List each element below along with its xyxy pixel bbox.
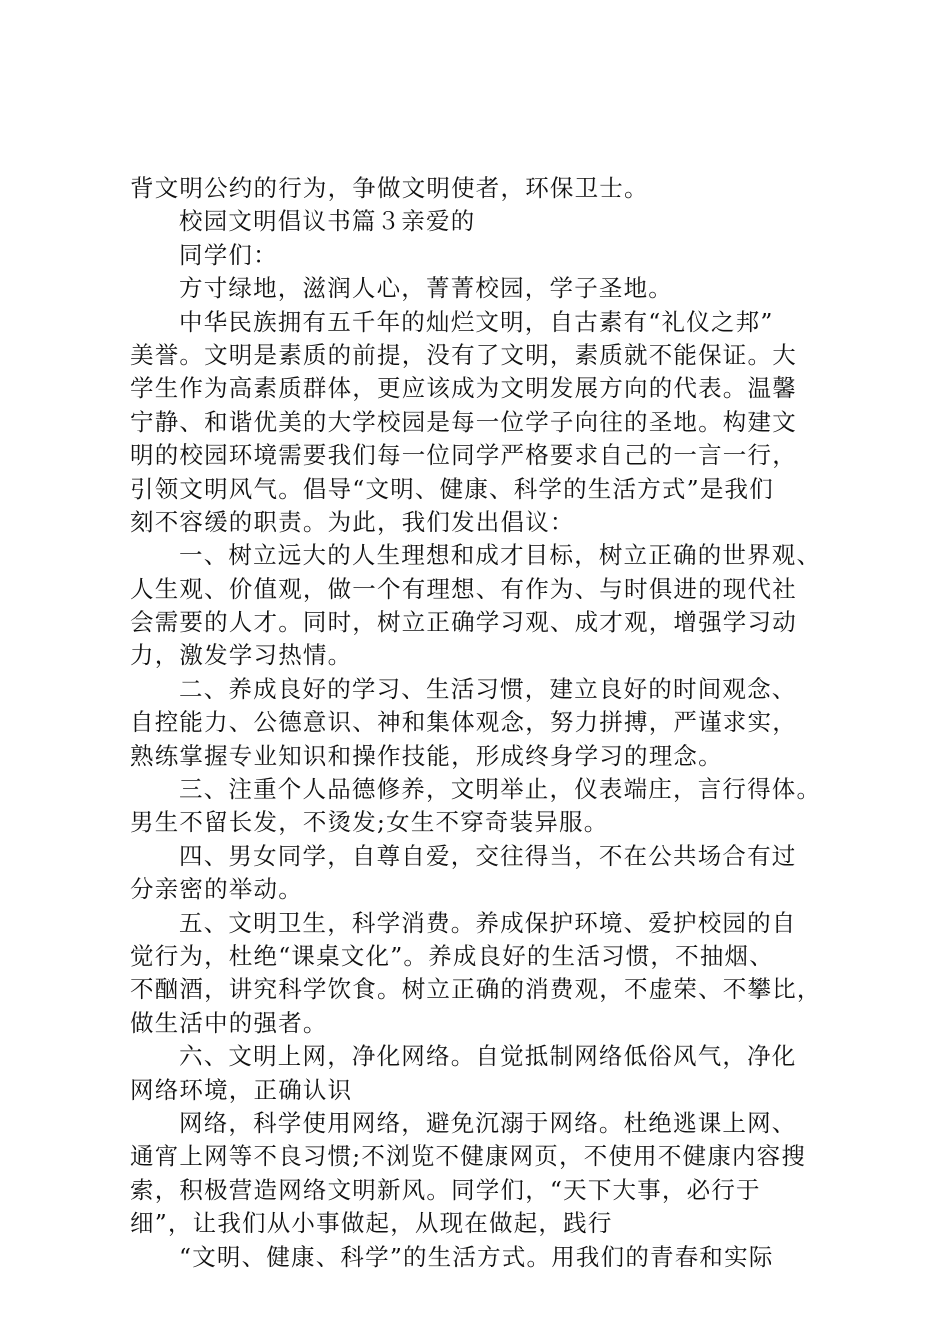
text-line: 刻不容缓的职责。为此，我们发出倡议： bbox=[130, 507, 575, 536]
text-line: 背文明公约的行为，争做文明使者，环保卫士。 bbox=[130, 174, 649, 202]
text-line: 二、养成良好的学习、生活习惯，建立良好的时间观念、 bbox=[179, 674, 797, 703]
text-line: 网络环境，正确认识 bbox=[130, 1075, 353, 1104]
text-line: 中华民族拥有五千年的灿烂文明，自古素有“礼仪之邦” bbox=[179, 307, 774, 336]
text-line: 通宵上网等不良习惯;不浏览不健康网页，不使用不健康内容搜 bbox=[130, 1142, 807, 1171]
text-line: 分亲密的举动。 bbox=[130, 875, 303, 904]
text-line: 一、树立远大的人生理想和成才目标，树立正确的世界观、 bbox=[179, 541, 822, 570]
text-line: 引领文明风气。倡导“文明、健康、科学的生活方式”是我们 bbox=[130, 474, 774, 503]
text-line: 觉行为，杜绝“课桌文化”。养成良好的生活习惯，不抽烟、 bbox=[130, 941, 774, 970]
text-line: 学生作为高素质群体，更应该成为文明发展方向的代表。温馨 bbox=[130, 374, 797, 403]
text-line: 自控能力、公德意识、神和集体观念，努力拼搏，严谨求实， bbox=[130, 708, 797, 737]
text-line: 索，积极营造网络文明新风。同学们，“天下大事，必行于 bbox=[130, 1175, 761, 1204]
text-line: 熟练掌握专业知识和操作技能，形成终身学习的理念。 bbox=[130, 741, 723, 770]
text-line: 四、男女同学，自尊自爱，交往得当，不在公共场合有过 bbox=[179, 841, 797, 870]
text-line: 校园文明倡议书篇３亲爱的 bbox=[179, 207, 476, 236]
text-line: 会需要的人才。同时，树立正确学习观、成才观，增强学习动 bbox=[130, 608, 797, 637]
text-line: 男生不留长发，不烫发;女生不穿奇装异服。 bbox=[130, 808, 609, 837]
text-line: 做生活中的强者。 bbox=[130, 1008, 328, 1037]
text-line: 三、注重个人品德修养，文明举止，仪表端庄，言行得体。 bbox=[179, 775, 822, 804]
text-line: 人生观、价值观，做一个有理想、有作为、与时俱进的现代社 bbox=[130, 574, 797, 603]
text-line: 宁静、和谐优美的大学校园是每一位学子向往的圣地。构建文 bbox=[130, 407, 797, 436]
text-line: 六、文明上网，净化网络。自觉抵制网络低俗风气，净化 bbox=[179, 1042, 797, 1071]
text-line: 同学们： bbox=[179, 240, 278, 269]
text-line: 美誉。文明是素质的前提，没有了文明，素质就不能保证。大 bbox=[130, 340, 797, 369]
text-line: 明的校园环境需要我们每一位同学严格要求自己的一言一行， bbox=[130, 441, 797, 470]
text-line: 方寸绿地，滋润人心，菁菁校园，学子圣地。 bbox=[179, 274, 673, 303]
text-line: 力，激发学习热情。 bbox=[130, 641, 353, 670]
text-line: “文明、健康、科学”的生活方式。用我们的青春和实际 bbox=[179, 1242, 774, 1271]
text-line: 不酗酒，讲究科学饮食。树立正确的消费观，不虚荣、不攀比， bbox=[130, 975, 822, 1004]
document-body bbox=[130, 172, 836, 1274]
text-line: 细”，让我们从小事做起，从现在做起，践行 bbox=[130, 1209, 613, 1238]
text-line: 五、文明卫生，科学消费。养成保护环境、爱护校园的自 bbox=[179, 908, 797, 937]
text-line: 网络，科学使用网络，避免沉溺于网络。杜绝逃课上网、 bbox=[179, 1108, 797, 1137]
